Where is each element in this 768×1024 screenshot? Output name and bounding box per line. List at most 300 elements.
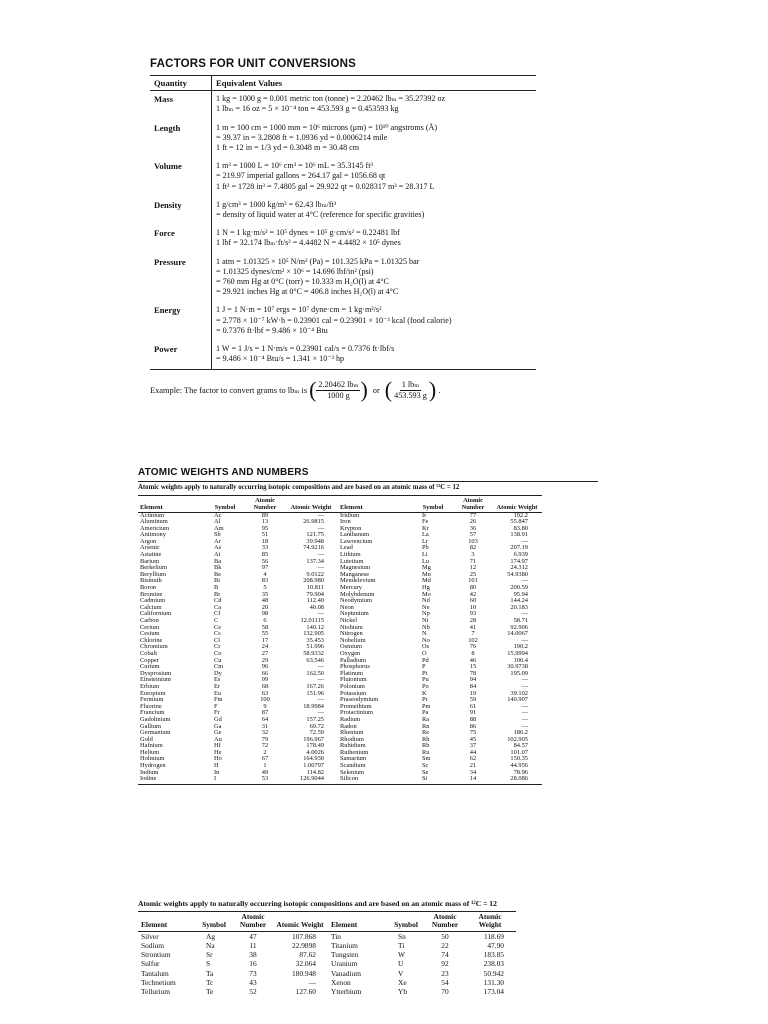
element-symbol: Cr — [214, 643, 221, 651]
element-name: Americium — [140, 524, 170, 532]
atomic-weight: 208.980 — [303, 577, 324, 585]
element-name: Cerium — [140, 623, 160, 631]
atomic-weight: 162.50 — [306, 669, 324, 677]
atomic-number: 41 — [469, 623, 477, 631]
atomic-weight: 10.811 — [306, 584, 324, 592]
element-name: Silver — [141, 931, 159, 941]
element-symbol: Si — [412, 776, 454, 784]
atomic-weight: 51.996 — [306, 643, 324, 651]
atomic-number: 94 — [469, 676, 477, 684]
element-name: Radon — [340, 722, 357, 730]
element-symbol: Np — [422, 610, 430, 618]
atomic-number: 74 — [441, 950, 449, 960]
atomic-number: 82 — [469, 544, 477, 552]
element-symbol: Ac — [214, 511, 222, 519]
element-name: Curium — [140, 663, 160, 671]
atomic-weight: 140.12 — [306, 623, 324, 631]
element-name: Palladium — [340, 656, 366, 664]
element-name: Iodine — [138, 776, 204, 784]
atomic-weight: 144.24 — [510, 597, 528, 605]
atomic-number: 14 — [454, 776, 492, 784]
atomic-number: 57 — [469, 531, 477, 539]
atomic-number: 86 — [469, 722, 477, 730]
atomic-number: 42 — [469, 590, 477, 598]
atomic-number: 87 — [261, 709, 269, 717]
atomic-number: 103 — [468, 537, 478, 545]
atomic-weight: 83.80 — [513, 524, 528, 532]
atomic-weight: — — [521, 709, 528, 717]
atomic-weight: 121.75 — [306, 531, 324, 539]
example-or: or — [372, 385, 380, 395]
element-name: Indium — [140, 768, 159, 776]
element-name: Potassium — [340, 689, 367, 697]
element-name: Dysprosium — [140, 669, 172, 677]
atomic-number: 45 — [469, 735, 477, 743]
conversion-row — [150, 302, 536, 341]
atomic-weight: 87.62 — [299, 950, 316, 960]
atomic-weight: 54.9380 — [507, 570, 528, 578]
excerpt-atomic-weight-header-right: Atomic Weight — [464, 912, 516, 932]
atomic-weight: 20.183 — [510, 603, 528, 611]
atomic-number: 89 — [261, 511, 269, 519]
atomic-weight: 9.0122 — [306, 570, 324, 578]
atomic-weight: 173.04 — [483, 987, 504, 997]
equivalent-value-line: 1 lbₘ = 16 oz = 5 × 10⁻⁴ ton = 453.593 g = 0.453593 kg — [216, 104, 399, 114]
element-symbol: Os — [422, 643, 430, 651]
atomic-weight: 69.72 — [309, 722, 324, 730]
element-symbol: P — [422, 663, 426, 671]
atomic-number: 25 — [469, 570, 477, 578]
atomic-weight: — — [521, 722, 528, 730]
element-name: Lanthanum — [340, 531, 370, 539]
element-name: Praseodymium — [340, 696, 379, 704]
atomic-number: 53 — [246, 776, 284, 784]
element-symbol: F — [214, 702, 218, 710]
element-name: Oxygen — [340, 649, 361, 657]
conversion-row — [150, 254, 536, 303]
element-symbol: Ra — [422, 715, 430, 723]
atomic-weight: 32.064 — [295, 959, 316, 969]
element-symbol: K — [422, 689, 427, 697]
atomic-number: 43 — [249, 977, 257, 987]
element-symbol: Ne — [422, 603, 430, 611]
atomic-number: 18 — [261, 537, 269, 545]
element-name: Gold — [140, 735, 153, 743]
element-symbol: Ni — [422, 617, 429, 624]
atomic-weight: 4.0026 — [306, 748, 324, 756]
atomic-weight: 164.930 — [303, 755, 324, 763]
atomic-weight: — — [521, 702, 528, 710]
atomic-number: 34 — [469, 768, 477, 776]
atomic-weight: 35.453 — [306, 636, 324, 644]
atomic-weight: — — [521, 676, 528, 684]
element-name: Strontium — [141, 950, 171, 960]
atomic-weight: 186.2 — [513, 729, 528, 737]
element-name: Copper — [140, 656, 159, 664]
element-symbol: Rn — [422, 722, 430, 730]
atomic-weight: 6.939 — [513, 551, 528, 559]
conversion-row — [150, 91, 536, 120]
table-row — [138, 931, 516, 941]
atomic-weight: — — [317, 663, 324, 671]
equivalent-value-line: = density of liquid water at 4°C (reference for specific gravities) — [216, 210, 425, 220]
element-symbol: Co — [214, 649, 222, 657]
atomic-weight: — — [317, 551, 324, 559]
table-row — [138, 950, 516, 959]
element-name: Bromine — [140, 590, 163, 598]
atomic-weight: — — [317, 696, 324, 704]
atomic-number: 62 — [469, 755, 477, 763]
unit-conversions-section — [150, 58, 500, 401]
atomic-number: 79 — [261, 735, 269, 743]
element-name: Fluorine — [140, 702, 162, 710]
atomic-weight: — — [317, 709, 324, 717]
atomic-weight: 39.948 — [306, 537, 324, 545]
element-symbol: Cu — [214, 656, 222, 664]
element-symbol: Lr — [422, 537, 429, 545]
element-name: Sodium — [141, 941, 164, 951]
atomic-weight: 151.96 — [306, 689, 324, 697]
atomic-weight: — — [521, 610, 528, 618]
element-name: Fermium — [140, 696, 164, 704]
atomic-number: 96 — [261, 663, 269, 671]
atomic-number: 58 — [261, 623, 269, 631]
atomic-number: 80 — [469, 584, 477, 592]
element-name: Plutonium — [340, 676, 367, 684]
table-row — [138, 969, 516, 978]
element-symbol: Ta — [206, 968, 214, 978]
element-name: Tungsten — [331, 950, 359, 960]
element-name: Cesium — [140, 630, 160, 638]
atomic-number: 4 — [263, 570, 267, 578]
atomic-weight: 22.9898 — [291, 941, 316, 951]
atomic-number: 56 — [261, 557, 269, 565]
atomic-weight: 92.906 — [510, 623, 528, 631]
element-symbol: Sb — [214, 531, 221, 539]
element-symbol: Fe — [422, 518, 429, 526]
atomic-weight: 55.847 — [510, 518, 528, 526]
atomic-weight: 157.25 — [306, 715, 324, 723]
element-symbol: Pb — [422, 544, 429, 552]
atomic-weight: 200.59 — [510, 584, 528, 592]
element-symbol: Cs — [214, 630, 221, 638]
atomic-number: 11 — [249, 941, 257, 951]
element-name: Uranium — [331, 959, 358, 969]
equivalent-values — [212, 225, 537, 253]
atomic-number: 28 — [469, 617, 477, 624]
atomic-number: 9 — [263, 702, 267, 710]
element-name: Niobium — [340, 623, 363, 631]
atomic-weight: 131.30 — [483, 977, 504, 987]
atomic-weight-header-left: Atomic Weight — [284, 495, 338, 512]
element-name: Lutetium — [340, 557, 364, 565]
excerpt-element-header-right: Element — [328, 912, 386, 932]
atomic-weight: 26.9815 — [303, 518, 324, 526]
atomic-number: 46 — [469, 656, 477, 664]
element-symbol: Br — [214, 590, 221, 598]
atomic-weight: 195.09 — [510, 669, 528, 677]
atomic-number: 51 — [261, 531, 269, 539]
element-symbol: H — [214, 762, 219, 770]
atomic-weight: 78.96 — [513, 768, 528, 776]
equivalent-value-line: 1 W = 1 J/s = 1 N·m/s = 0.23901 cal/s = 0.7376 ft·lbf/s — [216, 344, 395, 354]
element-name: Neodymium — [340, 597, 372, 605]
element-name: Tin — [331, 931, 342, 941]
equivalent-value-line: 1 atm = 1.01325 × 10⁵ N/m² (Pa) = 101.325 kPa = 1.01325 bar — [216, 256, 420, 266]
element-name: Arsenic — [140, 544, 160, 552]
unit-conversions-table — [150, 75, 536, 370]
element-symbol: Cd — [214, 597, 222, 605]
atomic-number: 52 — [249, 987, 257, 997]
atomic-number: 55 — [261, 630, 269, 638]
element-symbol: Pa — [422, 709, 429, 717]
excerpt-atomic-number-header-right: Atomic Number — [426, 912, 464, 932]
element-name: Lawrencium — [340, 537, 373, 545]
atomic-weight: 102.905 — [507, 735, 528, 743]
equivalent-value-line: = 219.97 imperial gallons = 264.17 gal = 1056.68 qt — [216, 171, 386, 181]
element-symbol: I — [204, 776, 246, 784]
atomic-number: 29 — [261, 656, 269, 664]
element-symbol: Lu — [422, 557, 430, 565]
table-row — [138, 987, 516, 996]
element-name: Iridium — [340, 511, 360, 519]
atomic-number: 16 — [249, 959, 257, 969]
atomic-number: 47 — [249, 931, 257, 941]
unit-conversions-title: FACTORS FOR UNIT CONVERSIONS — [150, 58, 357, 70]
atomic-number: 50 — [441, 931, 449, 941]
atomic-number: 7 — [471, 630, 475, 638]
element-symbol: Ar — [214, 537, 221, 545]
atomic-number: 60 — [469, 597, 477, 605]
element-name: Osmium — [340, 643, 363, 651]
atomic-number: 13 — [261, 518, 269, 526]
element-symbol: Te — [206, 987, 214, 997]
element-name: Titanium — [331, 941, 358, 951]
atomic-weight: 40.08 — [309, 603, 324, 611]
element-symbol: Mg — [422, 564, 431, 572]
atomic-number: 101 — [468, 577, 478, 585]
element-symbol: Ca — [214, 603, 222, 611]
atomic-number: 98 — [261, 610, 269, 618]
element-name: Selenium — [340, 768, 365, 776]
element-name: Nickel — [340, 617, 358, 624]
atomic-weight: 207.19 — [510, 544, 528, 552]
atomic-weight: 84.57 — [513, 742, 528, 750]
conversion-row — [150, 341, 536, 370]
equivalent-value-line: 1 ft³ = 1728 in³ = 7.4805 gal = 29.922 qt = 0.028317 m³ = 28.317 L — [216, 181, 435, 191]
table-row — [138, 959, 516, 968]
atomic-weight: 140.907 — [507, 696, 528, 704]
element-symbol: Ba — [214, 557, 222, 565]
atomic-weight: — — [308, 977, 316, 987]
atomic-weight: 39.102 — [510, 689, 528, 697]
atomic-number: 38 — [249, 950, 257, 960]
element-symbol: Ti — [398, 941, 405, 951]
example-fraction-2: ( $\frac{\text{1 lbₘ}}{453.593 g}$ ) — [384, 377, 437, 403]
atomic-number: 97 — [261, 564, 269, 572]
element-symbol: Re — [422, 729, 430, 737]
atomic-weight: 190.2 — [513, 643, 528, 651]
element-symbol: Cl — [214, 636, 221, 644]
atomic-number: 31 — [261, 722, 269, 730]
excerpt-atomic-number-header-left: Atomic Number — [234, 912, 272, 932]
atomic-number: 73 — [249, 968, 257, 978]
table-row — [138, 776, 542, 784]
symbol-header-right: Symbol — [412, 495, 454, 512]
equivalent-values — [212, 341, 537, 370]
atomic-number: 66 — [261, 669, 269, 677]
element-symbol: Po — [422, 682, 429, 690]
element-symbol: Pu — [422, 676, 429, 684]
element-name: Hydrogen — [140, 762, 166, 770]
atomic-weights-header-row — [138, 495, 542, 512]
equivalent-value-line: = 29.921 inches Hg at 0°C = 406.8 inches H₂O(l) at 4°C — [216, 287, 399, 297]
element-symbol: Rh — [422, 735, 430, 743]
atomic-weight: — — [317, 511, 324, 519]
quantity-label: Energy — [150, 302, 212, 341]
conversion-row — [150, 158, 536, 197]
atomic-weights-note: Atomic weights apply to naturally occurring isotopic compositions and are based on an atomic mass of ¹²C = 12 — [138, 481, 598, 492]
atomic-number: 95 — [261, 524, 269, 532]
element-symbol: Cm — [214, 663, 224, 671]
element-symbol: Pt — [422, 669, 428, 677]
atomic-weight: 79.904 — [306, 590, 324, 598]
element-symbol: B — [214, 584, 219, 592]
element-name: Manganese — [340, 570, 370, 578]
atomic-number: 10 — [469, 603, 477, 611]
atomic-number: 84 — [469, 682, 477, 690]
element-symbol: Fm — [214, 696, 223, 704]
element-symbol: He — [214, 748, 222, 756]
atomic-weight: — — [521, 715, 528, 723]
equivalent-values — [212, 254, 537, 303]
equivalent-value-line: 1 N = 1 kg·m/s² = 10⁵ dynes = 10⁵ g·cm/s² = 0.22481 lbf — [216, 228, 400, 238]
atomic-number: 67 — [261, 755, 269, 763]
element-symbol: Hg — [422, 584, 430, 592]
quantity-label: Volume — [150, 158, 212, 197]
atomic-number: 32 — [261, 729, 269, 737]
atomic-number: 63 — [261, 689, 269, 697]
element-symbol: Es — [214, 676, 221, 684]
element-name: Ruthenium — [340, 748, 369, 756]
atomic-weights-excerpt-table — [138, 911, 516, 996]
atomic-number-header-left: Atomic Number — [246, 495, 284, 512]
element-symbol: S — [206, 959, 211, 969]
element-symbol: Li — [422, 551, 428, 559]
atomic-number: 100 — [260, 696, 270, 704]
element-name: Ytterbium — [331, 987, 362, 997]
atomic-weight: 74.9216 — [303, 544, 324, 552]
element-name: Iron — [340, 518, 351, 526]
atomic-weight: 28.086 — [492, 776, 542, 784]
atomic-weight: 126.9044 — [284, 776, 338, 784]
element-name: Vanadium — [331, 968, 361, 978]
atomic-number: 33 — [261, 544, 269, 552]
element-symbol: Kr — [422, 524, 429, 532]
element-name: Antimony — [140, 531, 166, 539]
element-header-left: Element — [138, 495, 204, 512]
element-name: Sulfur — [141, 959, 160, 969]
element-name: Molybdenum — [340, 590, 375, 598]
element-name: Boron — [140, 584, 156, 592]
quantity-label: Force — [150, 225, 212, 253]
atomic-number-header-right: Atomic Number — [454, 495, 492, 512]
equivalent-value-line: 1 m³ = 1000 L = 10⁶ cm³ = 10⁶ mL = 35.3145 ft³ — [216, 161, 373, 171]
element-name: Cadmium — [140, 597, 166, 605]
element-name: Calcium — [140, 603, 162, 611]
element-symbol: Hf — [214, 742, 221, 750]
example-text: Example: The factor to convert grams to lbₘ is — [150, 386, 308, 396]
atomic-weight: 30.9738 — [507, 663, 528, 671]
element-symbol: Xe — [398, 977, 407, 987]
atomic-number: 22 — [441, 941, 449, 951]
atomic-weight: 196.967 — [303, 735, 324, 743]
element-symbol: Eu — [214, 689, 222, 697]
element-symbol: Fr — [214, 709, 220, 717]
atomic-weight: 174.97 — [510, 557, 528, 565]
atomic-number: 44 — [469, 748, 477, 756]
element-name: Neon — [340, 603, 354, 611]
element-symbol: Ru — [422, 748, 430, 756]
element-symbol: Ir — [422, 511, 427, 519]
atomic-weight: 167.26 — [306, 682, 324, 690]
element-symbol: Tc — [206, 977, 214, 987]
element-name: Gallium — [140, 722, 161, 730]
equivalent-value-line: 1 ft = 12 in = 1/3 yd = 0.3048 m = 30.48 cm — [216, 143, 360, 153]
atomic-weights-body — [138, 512, 542, 784]
conversion-row — [150, 197, 536, 225]
element-name: Einsteinium — [140, 676, 171, 684]
atomic-number: 91 — [469, 709, 477, 717]
element-symbol: Bi — [214, 577, 221, 585]
atomic-number: 3 — [471, 551, 475, 559]
element-name: Californium — [140, 610, 172, 618]
atomic-number: 76 — [469, 643, 477, 651]
quantity-label: Pressure — [150, 254, 212, 303]
element-name: Holmium — [140, 755, 165, 763]
atomic-weight: 112.40 — [306, 597, 324, 605]
element-symbol: La — [422, 531, 429, 539]
atomic-weight: 183.85 — [483, 950, 504, 960]
atomic-number: 19 — [469, 689, 477, 697]
element-name: Platinum — [340, 669, 364, 677]
element-name: Cobalt — [140, 649, 158, 657]
element-symbol: C — [214, 617, 219, 624]
unit-conversions-body — [150, 91, 536, 370]
atomic-number: 83 — [261, 577, 269, 585]
atomic-number: 15 — [469, 663, 477, 671]
element-symbol: Ag — [206, 931, 216, 941]
atomic-number: 68 — [261, 682, 269, 690]
atomic-weight: 95.94 — [513, 590, 528, 598]
atomic-weights-table — [138, 495, 542, 785]
atomic-number: 99 — [261, 676, 269, 684]
conversion-row — [150, 120, 536, 159]
example-fraction-2-denominator: 453.593 g — [394, 390, 427, 400]
atomic-number: 72 — [261, 742, 269, 750]
atomic-weights-excerpt-body — [138, 931, 516, 996]
element-symbol: Al — [214, 518, 221, 526]
element-symbol: Bk — [214, 564, 222, 572]
equivalent-values — [212, 158, 537, 197]
element-name: Astatine — [140, 551, 162, 559]
element-name: Hafnium — [140, 742, 163, 750]
element-symbol: Be — [214, 570, 222, 578]
atomic-weight: 47.90 — [487, 941, 504, 951]
conversion-example — [150, 379, 550, 401]
excerpt-symbol-header-right: Symbol — [386, 912, 426, 932]
element-symbol: In — [214, 768, 220, 776]
